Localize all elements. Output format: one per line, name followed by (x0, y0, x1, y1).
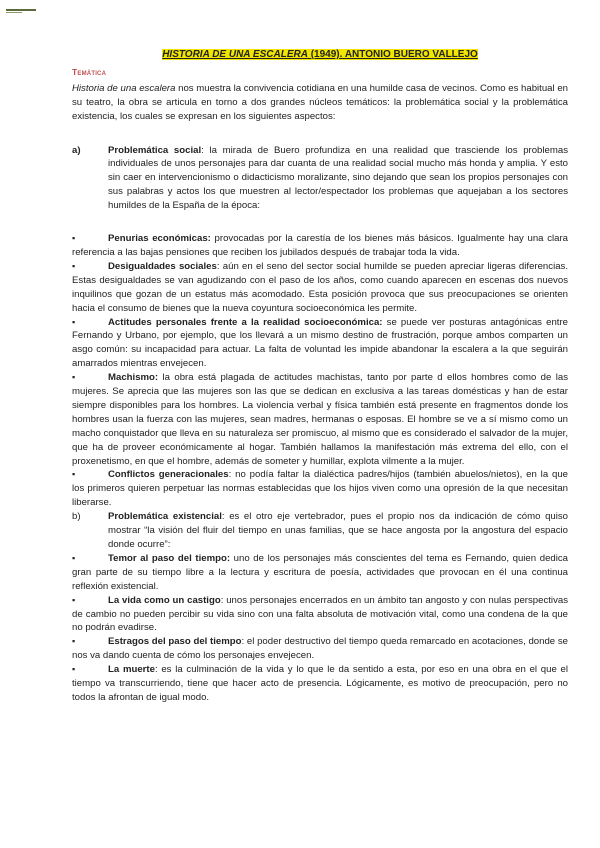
bullet-icon: ▪ (72, 233, 76, 244)
bullet-text: : aún en el seno del sector social humilde se pueden apreciar ligeras diferencias. Estas desigualdades se van agudizando con el paso de los años, como cuando aparecen en escenas dos nuevos inquilinos que gozan de un estatus más acomodado. Esta posición provoca que sus preocupaciones se orienten hacia el consumo de bienes que la nueva coyuntura socioeconómica les permite. (72, 260, 568, 314)
list-item (72, 260, 568, 316)
list-item (72, 594, 568, 636)
bullet-icon: ▪ (72, 372, 76, 383)
intro-work-title: Historia de una escalera (72, 82, 176, 94)
list-item (72, 232, 568, 260)
bullet-icon: ▪ (72, 316, 76, 327)
section-b-marker: b) (72, 511, 81, 523)
section-b (72, 510, 568, 552)
bullet-text: uno de los personajes más conscientes del tema es Fernando, quien dedica gran parte de su tiempo libre a la lectura y escritura de poesía, actividades que provocan en él una continua reflexión existencial. (72, 552, 568, 592)
bullet-list-b (72, 552, 568, 705)
section-b-heading: Problemática existencial (108, 511, 222, 523)
section-a (72, 144, 568, 214)
bullet-text: : no podía faltar la dialéctica padres/hijos (también abuelos/nietos), en la que los primeros quieren perpetuar las normas establecidas que los hijos viven como una opresión de la que necesitan liberarse. (72, 469, 569, 509)
bullet-label: Machismo: (108, 372, 159, 384)
bullet-icon: ▪ (72, 594, 76, 605)
bullet-icon: ▪ (72, 664, 76, 675)
bullet-icon: ▪ (72, 636, 76, 647)
bullet-label: La vida como un castigo (108, 594, 221, 606)
intro-paragraph (72, 82, 568, 124)
section-a-text: : la mirada de Buero profundiza en una realidad que trasciende los problemas individuales de unos personajes para dar cuanta de una realidad social mucho más honda y amplia. Y esto sin caer en intervencionismo o didacticismo moralizante, sino dejando que sean los propios personajes con sus palabras y actos los que muestren al lector/espectador los problemas que aquejaban a los sectores humildes de la España de la época: (108, 144, 568, 212)
bullet-text: : unos personajes encerrados en un ámbito tan angosto y con nulas perspectivas de cambio no pueden percibir su vida sino con una falta absoluta de motivación vital, como una condena de la que no podrán evadirse. (72, 594, 568, 634)
bullet-label: Actitudes personales frente a la realidad socioeconómica: (108, 316, 383, 328)
bullet-label: Desigualdades sociales (108, 260, 217, 272)
bullet-label: La muerte (108, 664, 155, 676)
list-item (72, 316, 568, 372)
list-item (72, 663, 568, 705)
bullet-text: : es la culminación de la vida y lo que le da sentido a esta, por eso en una obra en el que el tiempo va transcurriendo, tiene que hacer acto de presencia. Lógicamente, es motivo de preocupación, pero no todos la afrontan de igual modo. (72, 664, 568, 703)
bullet-icon: ▪ (72, 552, 76, 563)
section-b-text: : es el otro eje vertebrador, pues el propio nos da indicación de cómo quiso mostrar “la visión del fluir del tiempo en unas familias, que se hace angosta por la angostura del espacio donde ocurre”: (108, 511, 568, 550)
bullet-list-a (72, 232, 568, 510)
bullet-text: la obra está plagada de actitudes machistas, tanto por parte d ellos hombres como de las mujeres. Se aprecia que las mujeres son las que se dedican en exclusiva a las tareas domésticas y han de estar siempre disponibles para los hombres. La violencia verbal y física también está presente en fragmentos donde los hombres usan la fuerza con las mujeres, sean madres, hermanas o esposas. El hombre se ve a sí mismo como un macho conquistador que lleva en su naturaleza ser promiscuo, al mismo que es considerado el salvador de la mujer, que ha de proveer económicamente al hogar. También hallamos la manifestación más extrema del ello, con el proxenetismo, en que el hombre, además de someter y humillar, explota vilmente a la mujer. (72, 372, 568, 467)
document-page (72, 48, 568, 705)
list-item (72, 552, 568, 594)
section-a-heading: Problemática social (108, 144, 202, 156)
bullet-icon: ▪ (72, 469, 76, 480)
intro-text: nos muestra la convivencia cotidiana en una humilde casa de vecinos. Como es habitual en su teatro, la obra se articula en torno a dos grandes núcleos temáticos: la problemática social y la problemática existencia, los cuales se expresan en los siguientes aspectos: (72, 82, 568, 122)
bullet-text: provocadas por la carestía de los bienes más básicos. Igualmente hay una clara referencia a las bajas pensiones que reciben los jubilados después de trabajar toda la vida. (72, 233, 568, 258)
title-work: HISTORIA DE UNA ESCALERA (162, 49, 308, 60)
publisher-logo (6, 9, 36, 15)
section-a-marker: a) (72, 144, 81, 156)
title-author: (1949). ANTONIO BUERO VALLEJO (307, 49, 478, 60)
bullet-label: Conflictos generacionales (108, 469, 229, 481)
bullet-icon: ▪ (72, 260, 76, 271)
bullet-text: : el poder destructivo del tiempo queda remarcado en acotaciones, donde se nos va dando cuenta de cómo los personajes envejecen. (72, 636, 568, 662)
bullet-text: se puede ver posturas antagónicas entre Fernando y Urbano, por ejemplo, que los llevará a un mismo destino de frustración, porque ambos comparten un asgo común: su incapacidad para actuar. La falta de voluntad les impide abandonar la escalera a la que seguirán amarrados mientras envejecen. (72, 316, 568, 370)
section-heading: Temática (72, 66, 107, 77)
page-title (72, 48, 568, 62)
list-item (72, 371, 568, 468)
bullet-label: Estragos del paso del tiempo (108, 636, 242, 648)
bullet-label: Temor al paso del tiempo: (108, 552, 231, 564)
list-item (72, 468, 568, 510)
bullet-label: Penurias económicas: (108, 233, 211, 245)
list-item (72, 635, 568, 663)
